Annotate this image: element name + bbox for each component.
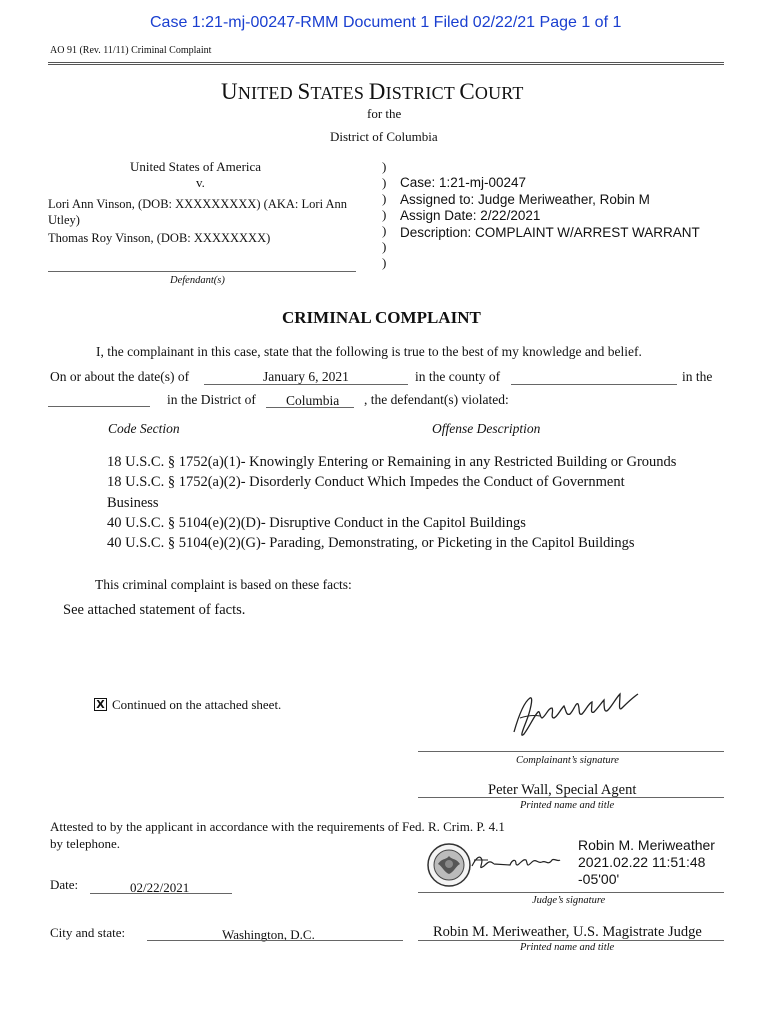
offense-item: 40 U.S.C. § 5104(e)(2)(D)- Disruptive Conduct in the Capitol Buildings bbox=[107, 514, 526, 531]
header-rule bbox=[48, 62, 724, 65]
defendant-1-line2: Utley) bbox=[48, 213, 80, 227]
offense-item: 18 U.S.C. § 1752(a)(2)- Disorderly Conduct Which Impedes the Conduct of Government bbox=[107, 474, 625, 491]
court-seal-icon bbox=[426, 842, 472, 888]
printed-name-label: Printed name and title bbox=[520, 800, 615, 811]
offense-item: Business bbox=[107, 494, 159, 511]
district-name: District of Columbia bbox=[330, 129, 438, 144]
complainant-name-line bbox=[418, 797, 724, 798]
digital-signature-name: Robin M. Meriweather bbox=[578, 837, 715, 853]
judge-signature-label: Judge’s signature bbox=[532, 895, 606, 906]
defendant-1-line1: Lori Ann Vinson, (DOB: XXXXXXXXX) (AKA: Lori Ann bbox=[48, 197, 348, 211]
digital-signature-tz: -05'00' bbox=[578, 871, 620, 887]
offense-item: 40 U.S.C. § 5104(e)(2)(G)- Parading, Demonstrating, or Picketing in the Capitol Buildings bbox=[107, 535, 635, 552]
attested-line1: Attested to by the applicant in accordance with the requirements of Fed. R. Crim. P. 4.1 bbox=[50, 819, 505, 834]
case-info-stamp bbox=[400, 175, 700, 241]
digital-signature-date: 2021.02.22 11:51:48 bbox=[578, 854, 706, 870]
judge-name-line bbox=[418, 940, 724, 941]
date-line bbox=[90, 893, 232, 894]
city-state-line bbox=[147, 940, 403, 941]
date-label: Date: bbox=[50, 877, 79, 892]
complainant-signature-label: Complainant’s signature bbox=[516, 755, 619, 766]
caption-parens: ) ) ) ) ) ) ) bbox=[382, 159, 387, 270]
district-line bbox=[266, 407, 354, 408]
city-state-value: Washington, D.C. bbox=[222, 927, 315, 942]
complaint-heading: CRIMINAL COMPLAINT bbox=[282, 308, 481, 327]
judge-printed-name-label: Printed name and title bbox=[520, 942, 615, 953]
date-line bbox=[204, 384, 408, 385]
district-value: Columbia bbox=[286, 393, 340, 408]
facts-text: See attached statement of facts. bbox=[63, 602, 246, 618]
offense-description-label: Offense Description bbox=[432, 421, 541, 436]
assigned-to: Assigned to: Judge Meriweather, Robin M bbox=[400, 191, 650, 207]
plaintiff: United States of America bbox=[130, 159, 262, 174]
continued-label: Continued on the attached sheet. bbox=[112, 697, 282, 712]
continued-checkbox[interactable]: X bbox=[94, 698, 107, 711]
offense-item: 18 U.S.C. § 1752(a)(1)- Knowingly Entering or Remaining in any Restricted Building or Grounds bbox=[107, 454, 677, 470]
case-description: Description: COMPLAINT W/ARREST WARRANT bbox=[400, 224, 700, 240]
county-line bbox=[511, 384, 677, 385]
attested-line2: by telephone. bbox=[50, 836, 121, 851]
case-number: Case: 1:21-mj-00247 bbox=[400, 175, 527, 190]
violated-label: , the defendant(s) violated: bbox=[364, 392, 509, 407]
complaint-intro: I, the complainant in this case, state that the following is true to the best of my knowledge and belief. bbox=[96, 344, 642, 359]
complainant-name: Peter Wall, Special Agent bbox=[488, 782, 637, 798]
versus: v. bbox=[196, 175, 205, 190]
on-or-about-label: On or about the date(s) of bbox=[50, 369, 190, 384]
offense-date: January 6, 2021 bbox=[263, 369, 349, 384]
county-label: in the county of bbox=[415, 369, 501, 384]
district-of-label: in the District of bbox=[167, 392, 256, 407]
digital-signature-block bbox=[578, 837, 715, 888]
code-section-label: Code Section bbox=[108, 421, 180, 436]
complainant-signature-image bbox=[500, 688, 650, 743]
for-the: for the bbox=[367, 106, 402, 121]
form-id: AO 91 (Rev. 11/11) Criminal Complaint bbox=[50, 45, 212, 56]
defendants-label: Defendant(s) bbox=[170, 275, 225, 286]
court-title: UNITED STATES DISTRICT COURT bbox=[221, 79, 524, 104]
defendant-2: Thomas Roy Vinson, (DOB: XXXXXXXX) bbox=[48, 231, 271, 245]
city-state-label: City and state: bbox=[50, 925, 126, 940]
offense-list bbox=[107, 452, 676, 553]
defendants-line bbox=[48, 271, 356, 272]
blank-line bbox=[48, 406, 150, 407]
in-the-label: in the bbox=[682, 369, 713, 384]
judge-signature-image bbox=[468, 848, 578, 878]
judge-name: Robin M. Meriweather, U.S. Magistrate Judge bbox=[433, 924, 702, 940]
judge-signature-line bbox=[418, 892, 724, 893]
complainant-signature-line bbox=[418, 751, 724, 752]
case-stamp: Case 1:21-mj-00247-RMM Document 1 Filed 02/22/21 Page 1 of 1 bbox=[150, 14, 622, 31]
assign-date: Assign Date: 2/22/2021 bbox=[400, 208, 541, 223]
date-value: 02/22/2021 bbox=[130, 880, 190, 895]
based-on-label: This criminal complaint is based on these facts: bbox=[95, 577, 352, 592]
